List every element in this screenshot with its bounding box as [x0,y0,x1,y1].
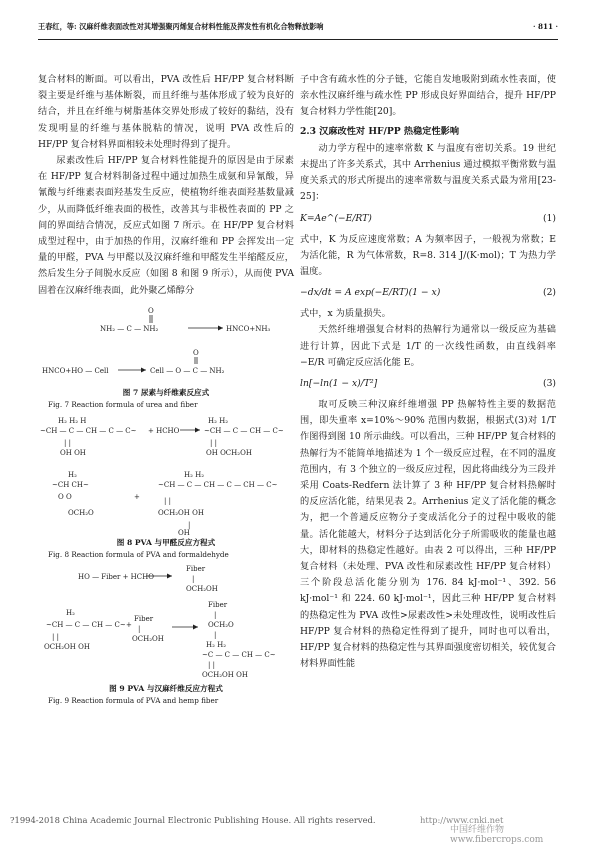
svg-text:OH OH: OH OH [60,448,86,457]
svg-text:Fiber: Fiber [208,600,228,609]
figure-caption-cn: 图 9 PVA 与汉麻纤维反应方程式 [109,683,223,693]
svg-text:H₂ H₂: H₂ H₂ [184,470,205,479]
svg-text:OCH₂OH OH: OCH₂OH OH [202,670,248,679]
svg-text:~CH — C — CH — C — C~: ~CH — C — CH — C — C~ [40,426,137,435]
svg-text:OCH₂OH: OCH₂OH [186,584,218,593]
equation-number: (2) [542,287,556,299]
svg-text:| |: | | [52,632,59,641]
svg-text:| |: | | [210,438,217,447]
paragraph: 取可反映三种汉麻纤维增强 PP 热解特性主要的数据范围，即失重率 x=10%～90% 范围内数据，根据式(3)对 1/T 作图得到图 10 所示曲线。可以看出，三种 HF/PP 复合材料的热解行为不能简单地描述为 1 个一级反应过程，在不同的温度范围内，有 3 个独立的一级反应过程，因此将曲线分为三段并采用 Coats-Redfern 法计算了 3 种 HF/PP 复合材料热解时的反应活化能，结果见表 2。Arrhenius 定义了活化能的概念为，把一个普通反应物分子变成活化分子的过程中吸收的能量。活化能越大，材料分子达到活化分子所需吸收的能量也越大，即材料的热稳定性越好。由表 2 可以得出，三种 HF/PP 复合材料（未处理、PVA 改性和尿素改性 HF/PP 复合材料）三个阶段总活化能分别为 176. 84 kJ·mol⁻¹、392. 56 kJ·mol⁻¹ 和 224. 60 kJ·mol⁻¹，因此三种 HF/PP 复合材料的热稳定性为 PVA 改性>尿素改性>未处理改性，说明改性后 HF/PP 复合材料的热稳定性得到了提升，同时也可以看出，HF/PP 复合材料的热稳定性与其界面强度密切相关，较优复合材料界面性能 [300,399,556,670]
right-column [300,72,556,673]
footer-url: http://www.cnki.net [420,815,504,825]
equation-text: K=Ae^(−E/RT) [300,212,372,224]
svg-text:OCH₂O: OCH₂O [68,508,94,517]
svg-text:Cell — O — C — NH₂: Cell — O — C — NH₂ [150,366,225,375]
svg-text:OCH₂OH: OCH₂OH [132,634,164,643]
header-title: 王春红，等: 汉麻纤维表面改性对其增强聚丙烯复合材料性能及挥发性有机化合物释放影响 [38,22,324,31]
urea-reaction-diagram [38,303,294,387]
svg-text:H₂: H₂ [68,470,77,479]
svg-text:NH₂ — C — NH₂: NH₂ — C — NH₂ [100,324,159,333]
equation-number: (3) [542,378,556,390]
svg-text:~CH — C — CH — C~: ~CH — C — CH — C~ [204,426,284,435]
svg-text:H₂ H₂: H₂ H₂ [206,640,227,649]
paragraph: 式中，x 为质量损失。 [300,308,391,320]
paragraph: 动力学方程中的速率常数 K 与温度有密切关系。19 世纪末提出了许多关系式，其中 Arrhenius 通过模拟平衡常数与温度关系式的形式所提出的速率常数与温度关系式最为常用[23-25]： [300,142,556,203]
equation-1 [300,208,556,230]
svg-text:~CH — C — CH — C — CH — C~: ~CH — C — CH — C — CH — C~ [158,480,278,489]
svg-text:OCH₂O: OCH₂O [208,620,234,629]
figure-7 [38,303,294,411]
paragraph: 子中含有疏水性的分子链，它能自发地吸附到疏水性表面，使亲水性汉麻纤维与疏水性 PP 形成良好界面结合，提升 HF/PP 复合材料力学性能[20]。 [300,74,556,118]
svg-text:|: | [192,574,195,583]
figure-caption-cn: 图 7 尿素与纤维素反应式 [122,387,210,397]
section-heading: 2.3 汉麻改性对 HF/PP 热稳定性影响 [300,125,460,137]
svg-text:|: | [188,520,191,529]
svg-text:~CH — C — CH — C~: ~CH — C — CH — C~ [46,620,126,629]
svg-text:H₂: H₂ [66,608,75,617]
svg-text:H₂ H₂ H: H₂ H₂ H [58,416,87,425]
equation-text: −dx/dt = A exp(−E/RT)(1 − x) [300,287,441,299]
svg-text:| |: | | [64,438,71,447]
figure-8 [38,415,294,561]
paragraph: 式中，K 为反应速度常数；A 为频率因子，一般视为常数；E 为活化能，R 为气体常数，R=8. 314 J/(K·mol)；T 为热力学温度。 [300,233,556,278]
left-column [38,72,294,711]
equation-2 [300,282,556,304]
page-number: · 811 · [532,22,558,31]
svg-text:~CH CH~: ~CH CH~ [52,480,89,489]
svg-text:O O: O O [58,492,72,501]
header-rule [38,39,558,40]
pva-fiber-diagram [38,565,294,683]
svg-text:HNCO+HO — Cell: HNCO+HO — Cell [42,366,109,375]
svg-text:+ HCHO: + HCHO [148,426,180,435]
svg-text:OCH₂OH OH: OCH₂OH OH [158,508,204,517]
paragraph: 复合材料的断面。可以看出，PVA 改性后 HF/PP 复合材料断裂主要是纤维与基体断裂，而且纤维与基体形成了较为良好的结合，并且在纤维与树脂基体交界处形成了较好的黏结，没有发现明显的纤维与基体脱粘的情况，说明 PVA 改性后的 HF/PP 复合材料界面相较未处理时得到了提升。 [38,74,294,150]
equation-3 [300,373,556,395]
svg-text:+: + [126,620,132,629]
equation-number: (1) [542,212,556,224]
watermark: 中国纤维作物 www.fibercrops.com [450,825,544,845]
figure-caption-en: Fig. 9 Reaction formula of PVA and hemp fiber [48,695,219,705]
svg-text:| |: | | [164,496,171,505]
paragraph: 天然纤维增强复合材料的热解行为通常以一级反应为基础进行计算，因此下式是 1/T 的一次线性函数，由直线斜率 −E/R 可确定反应活化能 E。 [300,324,556,368]
pva-formaldehyde-diagram [38,415,294,537]
figure-caption-en: Fig. 8 Reaction formula of PVA and formaldehyde [48,549,229,559]
svg-text:HO — Fiber + HCHO: HO — Fiber + HCHO [78,572,154,581]
svg-text:HNCO+NH₃: HNCO+NH₃ [226,324,271,333]
equation-text: ln[−ln(1 − x)/T²] [300,378,378,390]
svg-text:O: O [193,348,199,357]
svg-text:~C — C — CH — C~: ~C — C — CH — C~ [202,650,276,659]
svg-text:H₂ H₂: H₂ H₂ [208,416,229,425]
figure-9 [38,565,294,707]
paragraph: 尿素改性后 HF/PP 复合材料性能提升的原因是由于尿素在 HF/PP 复合材料制备过程中通过加热生成氨和异氰酸，异氰酸与纤维素表面羟基发生反应，使植物纤维表面羟基数量减少，从而降低纤维表面的极性，改善其与非极性表面的 PP 之间的界面结合情况，反应式如图 7 所示。在 HF/PP 复合材料成型过程中，由于加热的作用，汉麻纤维和 PP 会挥发出一定量的甲醛，PVA 与甲醛以及汉麻纤维和甲醛发生半缩醛反应，然后发生分子间脱水反应（如图 8 和图 9 所示），从而使 PVA 固着在汉麻纤维表面，此外聚乙烯醇分 [38,155,294,296]
svg-text:+: + [134,492,140,501]
svg-text:Fiber: Fiber [134,614,154,623]
svg-text:OH: OH [178,528,190,537]
copyright-text: ?1994-2018 China Academic Journal Electronic Publishing House. All rights reserved. [10,815,376,825]
svg-text:|: | [214,630,217,639]
svg-text:OCH₂OH OH: OCH₂OH OH [44,642,90,651]
svg-text:| |: | | [208,660,215,669]
figure-caption-en: Fig. 7 Reaction formula of urea and fiber [48,399,198,409]
svg-text:Fiber: Fiber [186,564,206,573]
svg-text:O: O [148,306,154,315]
figure-caption-cn: 图 8 PVA 与甲醛反应方程式 [116,537,216,547]
svg-text:OH OCH₂OH: OH OCH₂OH [206,448,252,457]
running-header [38,22,558,32]
svg-text:|: | [138,624,141,633]
svg-text:|: | [214,610,217,619]
